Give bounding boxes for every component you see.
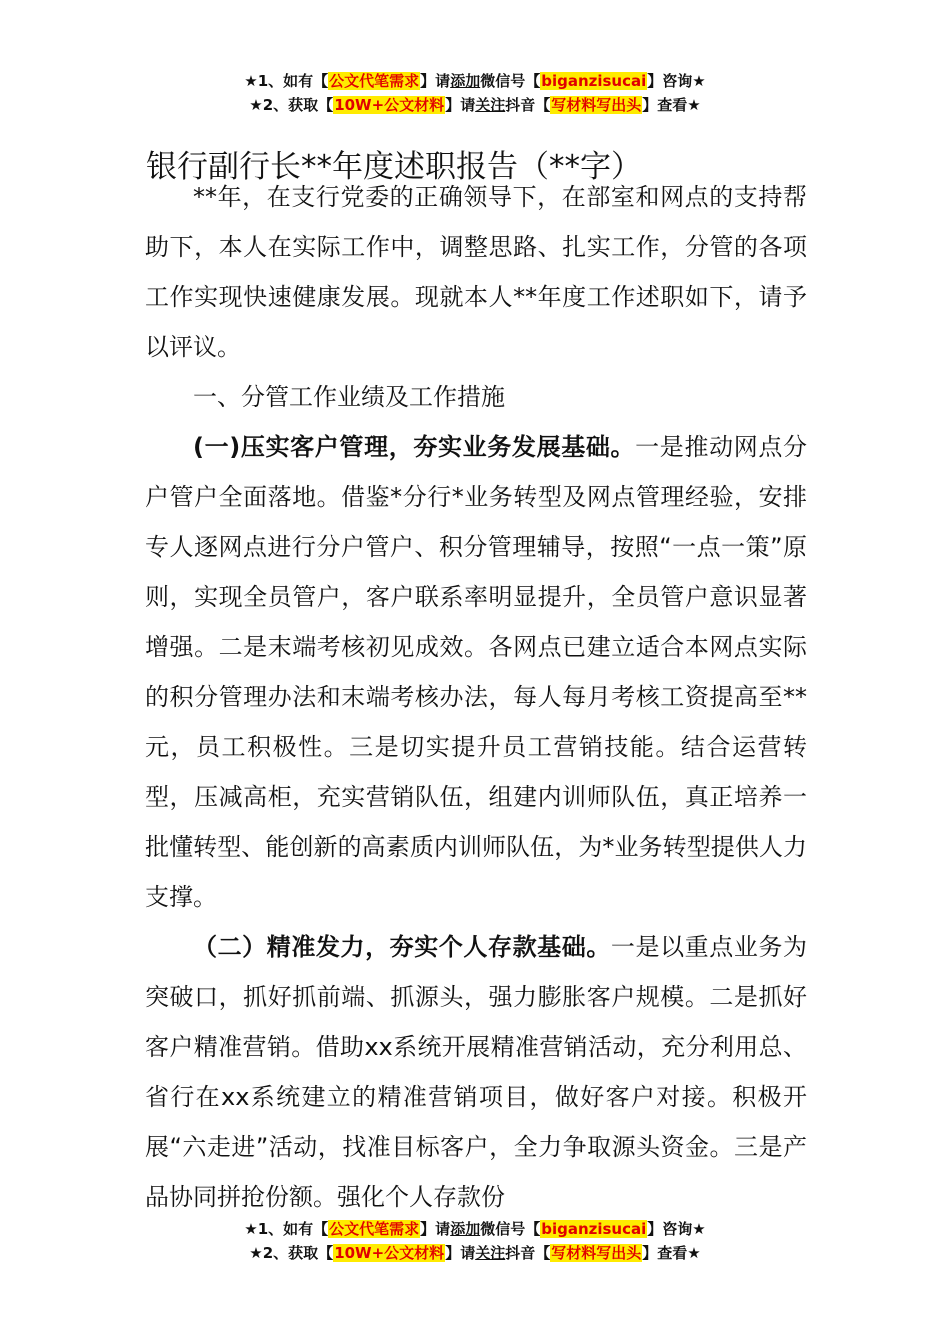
banner-text: 微信号【	[480, 1220, 541, 1238]
banner-text: 】查看★	[642, 96, 701, 114]
paragraph-2	[145, 922, 807, 1222]
banner-underline: 添加	[450, 1220, 481, 1238]
banner-highlight: 写材料写出头	[551, 1244, 642, 1262]
document-title: 银行副行长**年度述职报告（**字）	[146, 148, 642, 185]
banner-text: 】请	[445, 1244, 476, 1262]
banner-text: 】请	[445, 96, 476, 114]
banner-text: 】请	[420, 72, 451, 90]
banner-highlight: 10W+公文材料	[334, 96, 445, 114]
promo-footer-line-1	[0, 1218, 950, 1240]
paragraph-2-lead: （二）精准发力，夯实个人存款基础。	[193, 933, 611, 961]
promo-banner-line-1	[0, 70, 950, 92]
banner-highlight: 写材料写出头	[551, 96, 642, 114]
banner-highlight: 公文代笔需求	[329, 72, 420, 90]
banner-highlight: biganzisucai	[541, 72, 647, 90]
banner-text: 】查看★	[642, 1244, 701, 1262]
promo-footer-line-2	[0, 1242, 950, 1264]
section-heading: 一、分管工作业绩及工作措施	[193, 383, 505, 411]
banner-text: 】咨询★	[647, 72, 706, 90]
document-body	[145, 172, 807, 1222]
paragraph-1-text: 一是推动网点分户管户全面落地。借鉴*分行*业务转型及网点管理经验，安排专人逐网点进行分户管户、积分管理辅导，按照“一点一策”原则，实现全员管户，客户联系率明显提升，全员管户意识显著增强。二是末端考核初见成效。各网点已建立适合本网点实际的积分管理办法和末端考核办法，每人每月考核工资提高至**元，员工积极性。三是切实提升员工营销技能。结合运营转型，压减高柜，充实营销队伍，组建内训师队伍，真正培养一批懂转型、能创新的高素质内训师队伍，为*业务转型提供人力支撑。	[145, 433, 808, 911]
banner-text: 抖音【	[505, 96, 551, 114]
banner-text: 微信号【	[480, 72, 541, 90]
banner-underline: 关注	[475, 96, 506, 114]
banner-underline: 关注	[475, 1244, 506, 1262]
banner-highlight: 10W+公文材料	[334, 1244, 445, 1262]
paragraph-1-lead: (一)压实客户管理，夯实业务发展基础。	[193, 433, 636, 461]
banner-highlight: biganzisucai	[541, 1220, 647, 1238]
banner-text: 抖音【	[505, 1244, 551, 1262]
banner-highlight: 公文代笔需求	[329, 1220, 420, 1238]
banner-text: ★2、获取【	[249, 96, 334, 114]
banner-text: ★1、如有【	[244, 72, 329, 90]
paragraph-1	[145, 422, 807, 922]
banner-text: ★2、获取【	[249, 1244, 334, 1262]
banner-text: 】请	[420, 1220, 451, 1238]
intro-paragraph: **年，在支行党委的正确领导下，在部室和网点的支持帮助下，本人在实际工作中，调整思路、扎实工作，分管的各项工作实现快速健康发展。现就本人**年度工作述职如下，请予以评议。	[145, 183, 807, 361]
banner-text: 】咨询★	[647, 1220, 706, 1238]
banner-text: ★1、如有【	[244, 1220, 329, 1238]
banner-underline: 添加	[450, 72, 481, 90]
promo-banner-line-2	[0, 94, 950, 116]
paragraph-2-text: 一是以重点业务为突破口，抓好抓前端、抓源头，强力膨胀客户规模。二是抓好客户精准营销。借助xx系统开展精准营销活动，充分利用总、省行在xx系统建立的精准营销项目，做好客户对接。积极开展“六走进”活动，找准目标客户，全力争取源头资金。三是产品协同拼抢份额。强化个人存款份	[145, 933, 808, 1211]
